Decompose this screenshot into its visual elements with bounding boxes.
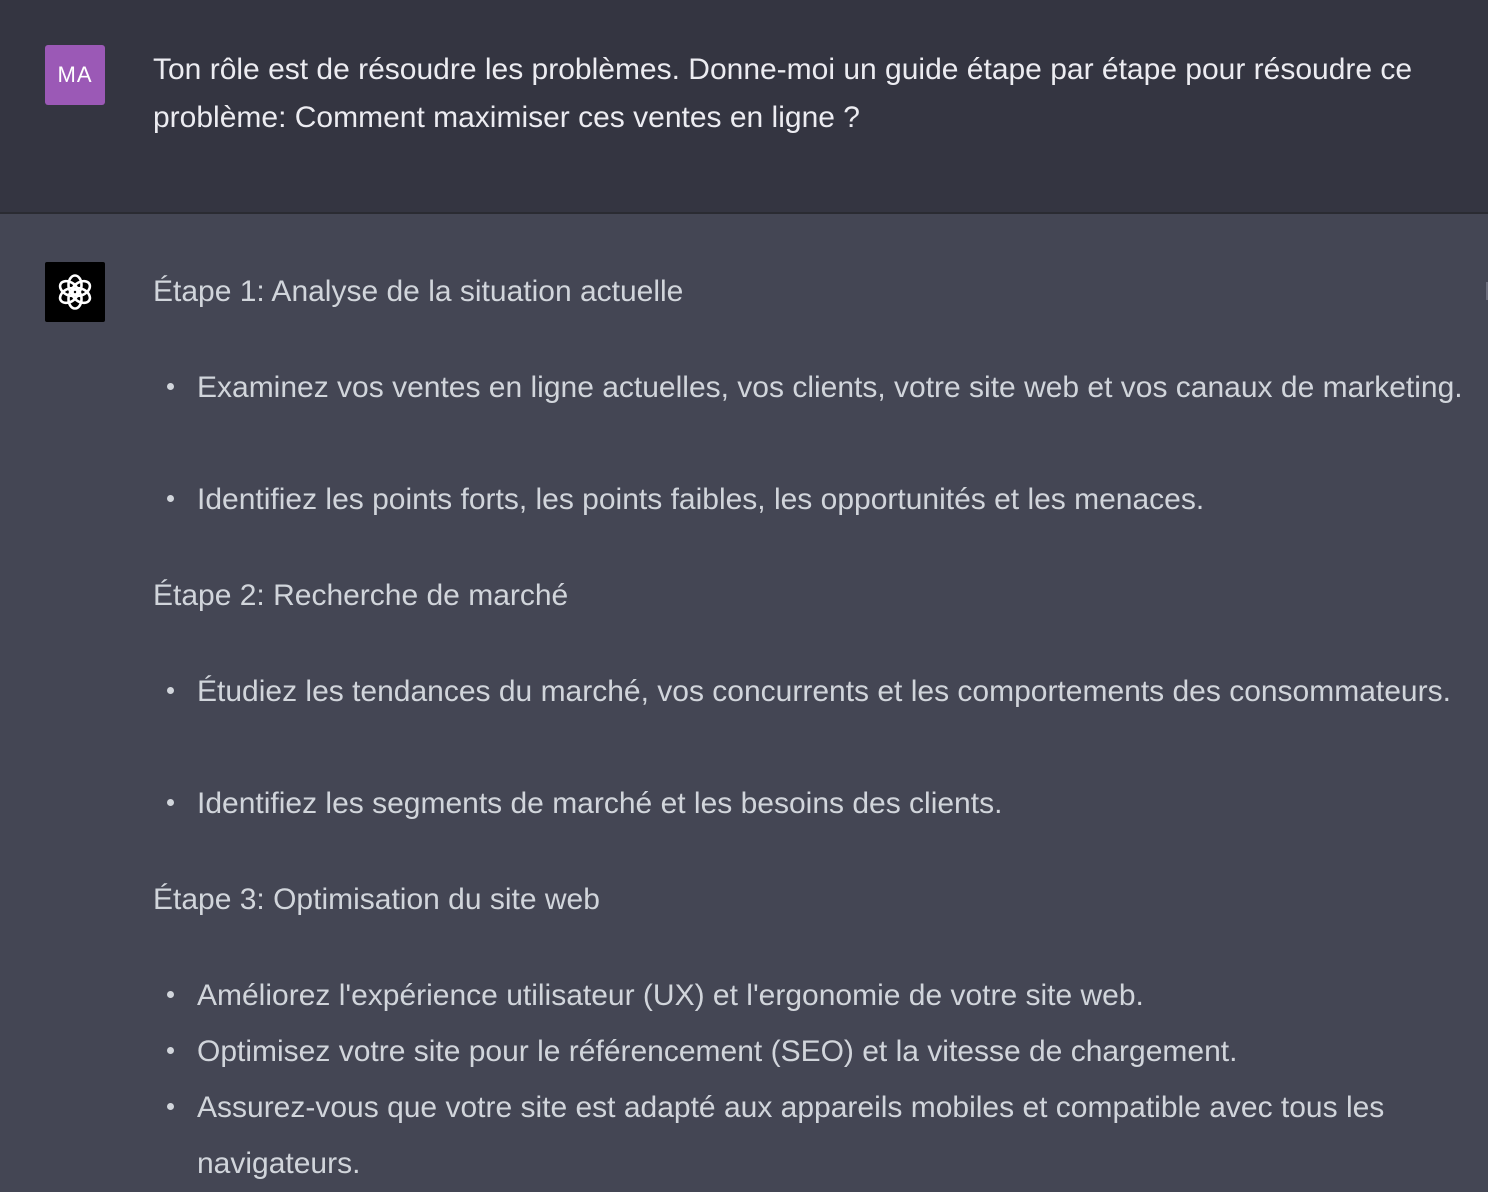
list-item: Optimisez votre site pour le référencement (SEO) et la vitesse de chargement.: [197, 1024, 1473, 1080]
step-heading: Étape 3: Optimisation du site web: [153, 883, 600, 916]
user-message-row: [0, 0, 1488, 214]
list-item: Améliorez l'expérience utilisateur (UX) et l'ergonomie de votre site web.: [197, 968, 1473, 1024]
step-heading: Étape 2: Recherche de marché: [153, 579, 569, 612]
list-item: Étudiez les tendances du marché, vos concurrents et les comportements des consommateurs.: [197, 664, 1473, 720]
user-message-text: Ton rôle est de résoudre les problèmes. Donne-moi un guide étape par étape pour résoudre ce problème: Comment maximiser ces ventes en ligne ?: [153, 53, 1413, 134]
list-item: Identifiez les segments de marché et les besoins des clients.: [197, 776, 1473, 832]
user-avatar: MA: [45, 45, 105, 105]
list-item: Examinez vos ventes en ligne actuelles, vos clients, votre site web et vos canaux de marketing.: [197, 360, 1473, 416]
list-item: Identifiez les points forts, les points faibles, les opportunités et les menaces.: [197, 472, 1473, 528]
openai-logo-icon: [45, 262, 105, 322]
assistant-message-row: [0, 214, 1488, 1192]
list-item: Assurez-vous que votre site est adapté aux appareils mobiles et compatible avec tous les navigateurs.: [197, 1080, 1473, 1192]
step-heading: Étape 1: Analyse de la situation actuelle: [153, 275, 684, 308]
